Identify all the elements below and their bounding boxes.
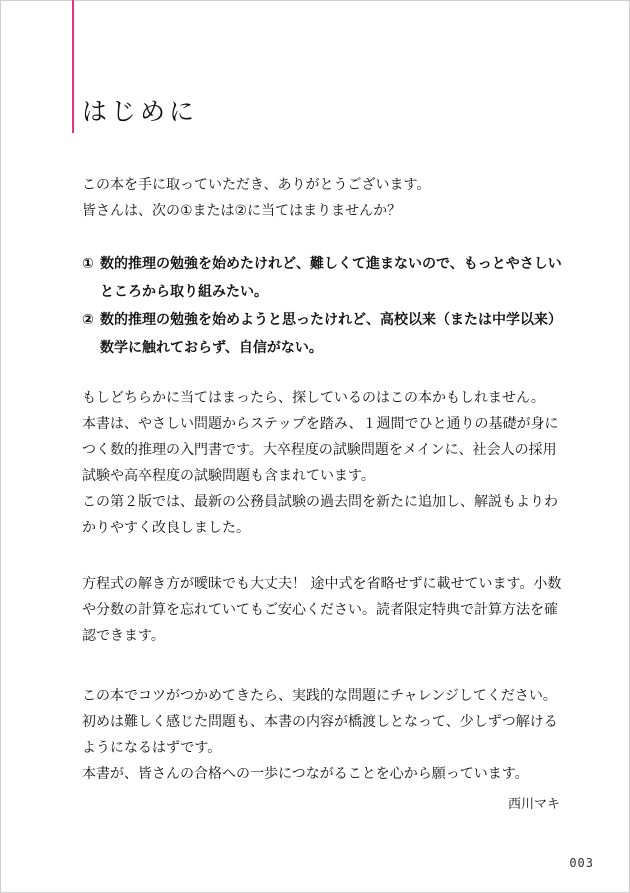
text-line: かりやすく改良しました。	[82, 520, 250, 536]
case-number: ①	[82, 256, 94, 272]
case-list	[82, 250, 562, 362]
text-line: つく数的推理の入門書です。大卒程度の試験問題をメインに、社会人の採用	[82, 442, 557, 458]
text-line: ところから取り組みたい。	[100, 284, 268, 300]
case-item-1	[82, 250, 562, 306]
text-line: 皆さんは、次の①または②に当てはまりませんか？	[82, 203, 402, 219]
page-title: はじめに	[82, 97, 199, 126]
page-number: 003	[569, 856, 594, 870]
text-line: 本書が、皆さんの合格への一歩につながることを心から願っています。	[82, 766, 529, 782]
text-line: もしどちらかに当てはまったら、探しているのはこの本かもしれません。	[82, 390, 545, 406]
text-line: 数的推理の勉強を始めようと思ったけれど、高校以来（または中学以来）	[100, 312, 562, 328]
case-number: ②	[82, 312, 94, 328]
accent-rule	[72, 0, 74, 133]
text-line: 数的推理の勉強を始めたけれど、難しくて進まないので、もっとやさしい	[100, 256, 562, 272]
text-line: 認できます。	[82, 628, 165, 644]
text-line: この本でコツがつかめてきたら、実践的な問題にチャレンジしてください。	[82, 688, 557, 704]
author-signature: 西川マキ	[507, 797, 560, 812]
text-line: 方程式の解き方が曖昧でも大丈夫！ 途中式を省略せずに載せています。小数	[82, 576, 562, 592]
case-text	[100, 306, 562, 362]
text-line: 初めは難しく感じた問題も、本書の内容が橋渡しとなって、少しずつ解ける	[82, 714, 558, 730]
text-line: や分数の計算を忘れていてもご安心ください。読者限定特典で計算方法を確	[82, 602, 558, 618]
intro-paragraph	[82, 172, 562, 224]
text-line: この第２版では、最新の公務員試験の過去問を新たに追加し、解説もよりわ	[82, 494, 558, 510]
text-line: 試験や高卒程度の試験問題も含まれています。	[82, 468, 375, 484]
case-text	[100, 250, 562, 306]
text-line: ようになるはずです。	[82, 740, 222, 756]
body-paragraph-2	[82, 571, 562, 649]
body-paragraph-1	[82, 385, 562, 541]
text-line: この本を手に取っていただき、ありがとうございます。	[82, 177, 431, 193]
text-line: 数学に触れておらず、自信がない。	[100, 340, 323, 356]
case-item-2	[82, 306, 562, 362]
text-line: 本書は、やさしい問題からステップを踏み、１週間でひと通りの基礎が身に	[82, 416, 559, 432]
body-paragraph-3	[82, 683, 562, 787]
